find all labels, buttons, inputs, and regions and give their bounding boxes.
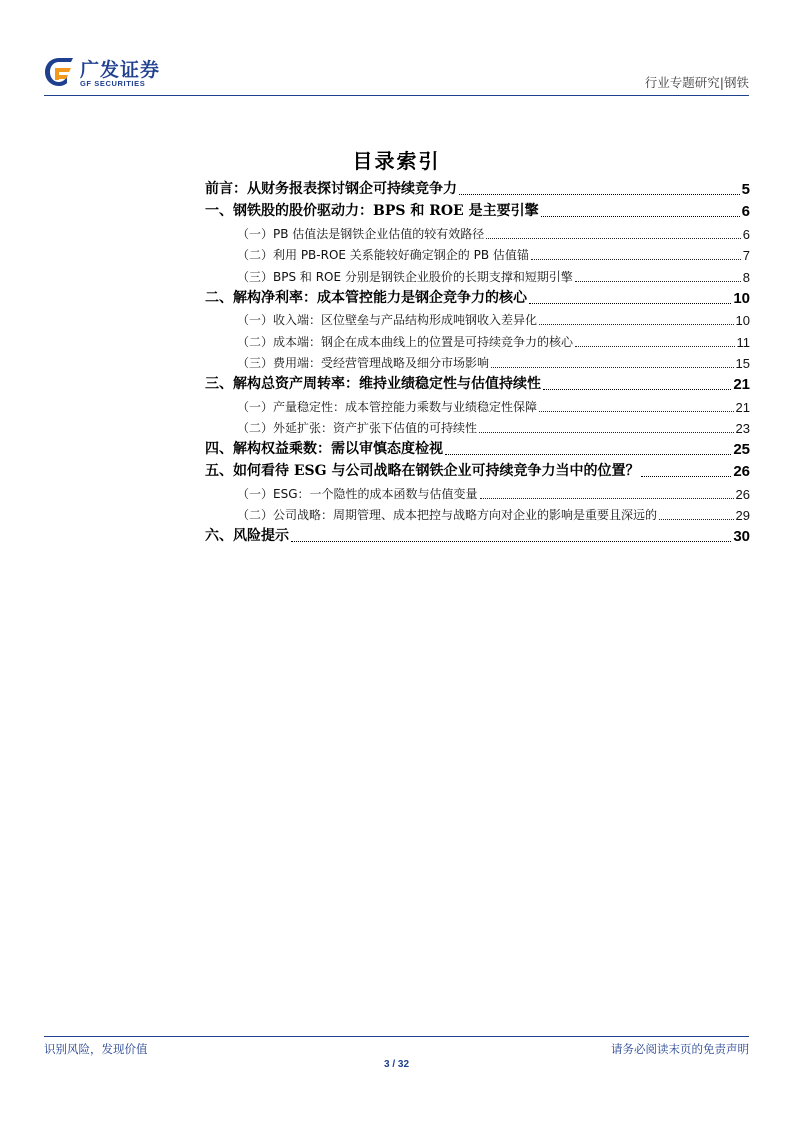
toc-leader-dots [575, 346, 734, 347]
toc-entry-label: （一）PB 估值法是钢铁企业估值的较有效路径 [237, 226, 485, 241]
toc-entry-chapter[interactable] [205, 178, 750, 200]
logo-english-name: GF SECURITIES [80, 79, 146, 88]
toc-entry-label: （一）产量稳定性：成本管控能力乘数与业绩稳定性保障 [237, 399, 538, 414]
toc-entry-label: （二）利用 PB-ROE 关系能较好确定钢企的 PB 估值锚 [237, 248, 529, 262]
toc-entry-page: 5 [741, 181, 750, 198]
toc-entry-page: 10 [735, 313, 750, 328]
toc-leader-dots [659, 519, 734, 520]
toc-entry-chapter[interactable] [205, 287, 750, 309]
toc-entry-label: （三）费用端：受经营管理战略及细分市场影响 [237, 356, 490, 370]
toc-entry-label: 一、钢铁股的股价驱动力：BPS 和 ROE 是主要引擎 [205, 203, 539, 219]
toc-entry-chapter[interactable] [205, 525, 750, 547]
toc-leader-dots [575, 281, 741, 282]
toc-leader-dots [539, 324, 734, 325]
table-of-contents [205, 178, 750, 547]
toc-entry-section[interactable] [205, 244, 750, 266]
toc-entry-chapter[interactable] [205, 460, 750, 482]
toc-entry-label: （一）收入端：区位壁垒与产品结构形成吨钢收入差异化 [237, 313, 538, 327]
toc-entry-page: 25 [733, 441, 750, 458]
toc-entry-page: 29 [735, 508, 750, 523]
toc-leader-dots [543, 389, 731, 390]
toc-leader-dots [459, 194, 740, 195]
toc-entry-page: 15 [735, 356, 750, 371]
toc-entry-chapter[interactable] [205, 373, 750, 395]
toc-entry-label: 四、解构权益乘数：需以审慎态度检视 [205, 441, 443, 457]
toc-leader-dots [486, 238, 740, 239]
toc-entry-label: 五、如何看待 ESG 与公司战略在钢铁企业可持续竞争力当中的位置？ [205, 463, 640, 479]
toc-leader-dots [479, 432, 734, 433]
toc-entry-label: （二）成本端：钢企在成本曲线上的位置是可持续竞争力的核心 [237, 334, 574, 349]
toc-entry-section[interactable] [205, 417, 750, 439]
toc-title: 目录索引 [352, 149, 441, 173]
footer-disclaimer-note: 请务必阅读末页的免责声明 [611, 1042, 749, 1056]
toc-entry-label: 二、解构净利率：成本管控能力是钢企竞争力的核心 [205, 289, 527, 306]
toc-entry-label: （三）BPS 和 ROE 分别是钢铁企业股价的长期支撑和短期引擎 [237, 269, 573, 284]
toc-entry-page: 6 [742, 226, 750, 242]
company-logo [44, 56, 184, 92]
toc-leader-dots [491, 367, 734, 368]
header-divider [44, 95, 749, 96]
footer-divider [44, 1036, 749, 1037]
toc-leader-dots [529, 303, 731, 304]
toc-entry-page: 7 [742, 248, 750, 263]
page-number: 3 / 32 [383, 1059, 410, 1070]
toc-entry-page: 6 [741, 203, 750, 220]
toc-leader-dots [531, 259, 741, 260]
toc-entry-chapter[interactable] [205, 438, 750, 460]
toc-entry-page: 26 [733, 463, 750, 480]
toc-entry-section[interactable] [205, 352, 750, 374]
toc-leader-dots [539, 411, 734, 412]
gf-logo-icon [44, 56, 74, 88]
toc-entry-page: 21 [733, 376, 750, 393]
toc-entry-label: （一）ESG：一个隐性的成本函数与估值变量 [237, 486, 478, 501]
toc-entry-label: （二）外延扩张：资产扩张下估值的可持续性 [237, 421, 478, 435]
toc-entry-section[interactable] [205, 395, 750, 417]
toc-leader-dots [541, 216, 740, 217]
toc-entry-section[interactable] [205, 309, 750, 331]
toc-entry-label: 六、风险提示 [205, 528, 289, 544]
toc-leader-dots [480, 498, 734, 499]
toc-entry-label: （二）公司战略：周期管理、成本把控与战略方向对企业的影响是重要且深远的 [237, 508, 658, 522]
footer-slogan: 识别风险，发现价值 [44, 1042, 148, 1056]
toc-leader-dots [641, 476, 731, 477]
toc-entry-page: 21 [735, 399, 750, 415]
toc-leader-dots [445, 454, 731, 455]
toc-entry-page: 10 [733, 289, 750, 307]
toc-entry-page: 23 [735, 421, 750, 436]
toc-entry-section[interactable] [205, 265, 750, 287]
toc-entry-label: 三、解构总资产周转率：维持业绩稳定性与估值持续性 [205, 376, 541, 392]
toc-entry-chapter[interactable] [205, 200, 750, 222]
toc-entry-section[interactable] [205, 222, 750, 244]
report-section-label: 行业专题研究|钢铁 [644, 75, 749, 90]
toc-entry-label: 前言：从财务报表探讨钢企可持续竞争力 [205, 181, 457, 197]
toc-entry-section[interactable] [205, 330, 750, 352]
logo-chinese-name: 广发证券 [80, 59, 161, 81]
toc-leader-dots [291, 541, 731, 542]
toc-entry-page: 26 [735, 486, 750, 502]
toc-entry-page: 30 [733, 528, 750, 545]
toc-entry-section[interactable] [205, 504, 750, 526]
toc-entry-section[interactable] [205, 482, 750, 504]
toc-entry-page: 11 [736, 334, 750, 350]
toc-entry-page: 8 [742, 269, 750, 285]
